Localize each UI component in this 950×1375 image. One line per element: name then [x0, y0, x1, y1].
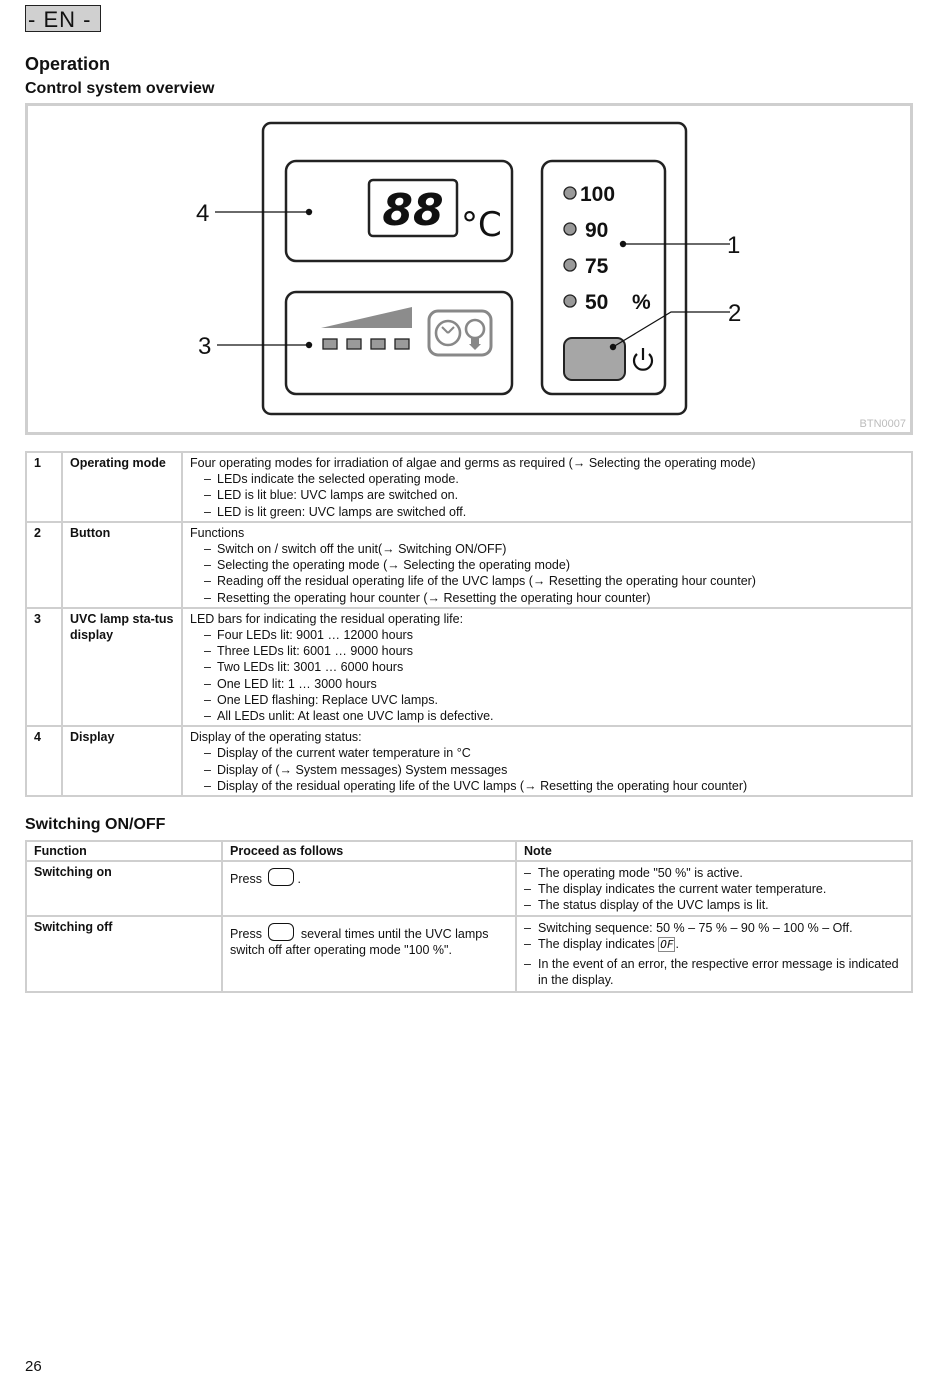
function-cell: Switching off	[26, 916, 222, 992]
list-item: – Three LEDs lit: 6001 … 9000 hours	[204, 643, 904, 659]
row-term: Operating mode	[62, 452, 182, 522]
row-description	[182, 452, 912, 522]
list-item: – Two LEDs lit: 3001 … 6000 hours	[204, 659, 904, 675]
row-description	[182, 608, 912, 726]
note-text: .	[675, 937, 679, 951]
header-proceed: Proceed as follows	[222, 841, 516, 861]
list-item: – LED is lit blue: UVC lamps are switched on.	[204, 487, 904, 503]
section-subheading: Control system overview	[25, 80, 215, 97]
note-cell	[516, 861, 912, 916]
table-header-row	[26, 841, 912, 861]
note-cell	[516, 916, 912, 992]
row-term: Button	[62, 522, 182, 608]
switching-table	[25, 840, 913, 993]
overview-table	[25, 451, 913, 797]
list-item: – Switch on / switch off the unit(→ Switching ON/OFF)	[204, 541, 904, 557]
description-intro: Four operating modes for irradiation of algae and germs as required (→ Selecting the operating mode)	[190, 456, 756, 470]
row-description	[182, 522, 912, 608]
list-item: – Four LEDs lit: 9001 … 12000 hours	[204, 627, 904, 643]
list-item: – In the event of an error, the respective error message is indicated in the display.	[524, 956, 904, 988]
header-note: Note	[516, 841, 912, 861]
power-button-drawing	[564, 338, 625, 380]
mode-label-90: 90	[585, 219, 609, 242]
table-row	[26, 608, 912, 726]
display-digits: 88	[382, 185, 444, 236]
list-item: – Display of the residual operating life of the UVC lamps (→ Resetting the operating hour counter)	[204, 778, 904, 794]
proceed-text: Press	[230, 872, 262, 886]
row-number: 2	[26, 522, 62, 608]
list-item: – One LED lit: 1 … 3000 hours	[204, 676, 904, 692]
row-number: 4	[26, 726, 62, 796]
list-item: – Resetting the operating hour counter (→ Resetting the operating hour counter)	[204, 590, 904, 606]
description-intro: Display of the operating status:	[190, 730, 362, 745]
list-item: – Display of the current water temperature in °C	[204, 745, 904, 761]
row-number: 3	[26, 608, 62, 726]
language-tab: - EN -	[25, 5, 101, 32]
mode-led-90	[564, 223, 576, 235]
list-item: – The status display of the UVC lamps is lit.	[524, 897, 904, 913]
description-intro: Functions	[190, 525, 245, 540]
control-panel-drawing	[28, 106, 910, 432]
percent-label: %	[632, 291, 651, 314]
list-item: – LEDs indicate the selected operating mode.	[204, 471, 904, 487]
callout-1: 1	[727, 232, 741, 259]
proceed-text: several times until the UVC lamps switch off after operating mode "100 %".	[230, 927, 489, 957]
proceed-text: .	[297, 872, 301, 886]
table-row	[26, 726, 912, 796]
proceed-cell	[222, 916, 516, 992]
table-row	[26, 522, 912, 608]
mode-led-50	[564, 295, 576, 307]
proceed-text: Press	[230, 927, 262, 941]
row-number: 1	[26, 452, 62, 522]
segment-code: OF	[660, 938, 674, 951]
control-panel-figure	[25, 103, 913, 435]
row-term: Display	[62, 726, 182, 796]
list-item: – Switching sequence: 50 % – 75 % – 90 % – 100 % – Off.	[524, 920, 904, 936]
description-intro: LED bars for indicating the residual operating life:	[190, 611, 464, 626]
uvc-led-bar	[395, 339, 409, 349]
callout-2: 2	[728, 300, 742, 327]
mode-led-75	[564, 259, 576, 271]
list-item: – The display indicates the current water temperature.	[524, 881, 904, 897]
table-row	[26, 916, 912, 992]
button-icon	[268, 923, 294, 941]
mode-label-75: 75	[585, 255, 609, 278]
note-text: The display indicates	[538, 937, 655, 951]
mode-led-100	[564, 187, 576, 199]
uvc-led-bar	[323, 339, 337, 349]
page-number: 26	[25, 1358, 42, 1375]
list-item: – All LEDs unlit: At least one UVC lamp is defective.	[204, 708, 904, 724]
uvc-led-bar	[371, 339, 385, 349]
list-item	[524, 936, 904, 953]
switching-heading: Switching ON/OFF	[25, 816, 166, 833]
callout-4: 4	[196, 200, 210, 227]
display-unit: °C	[461, 205, 502, 245]
uvc-led-bar	[347, 339, 361, 349]
row-term: UVC lamp sta-tus display	[62, 608, 182, 726]
mode-label-50: 50	[585, 291, 609, 314]
section-heading: Operation	[25, 54, 111, 74]
mode-label-100: 100	[580, 183, 616, 206]
list-item: – The operating mode "50 %" is active.	[524, 865, 904, 881]
table-row	[26, 452, 912, 522]
list-item: – Reading off the residual operating life of the UVC lamps (→ Resetting the operating hour counter)	[204, 573, 904, 589]
list-item: – Selecting the operating mode (→ Selecting the operating mode)	[204, 557, 904, 573]
header-function: Function	[26, 841, 222, 861]
list-item: – Display of (→ System messages) System messages	[204, 762, 904, 778]
lamp-icon	[466, 320, 484, 338]
figure-id: BTN0007	[859, 418, 906, 430]
list-item: – One LED flashing: Replace UVC lamps.	[204, 692, 904, 708]
button-icon	[268, 868, 294, 886]
list-item: – LED is lit green: UVC lamps are switched off.	[204, 504, 904, 520]
row-description	[182, 726, 912, 796]
callout-3: 3	[198, 333, 212, 360]
function-cell: Switching on	[26, 861, 222, 916]
table-row	[26, 861, 912, 916]
proceed-cell	[222, 861, 516, 916]
